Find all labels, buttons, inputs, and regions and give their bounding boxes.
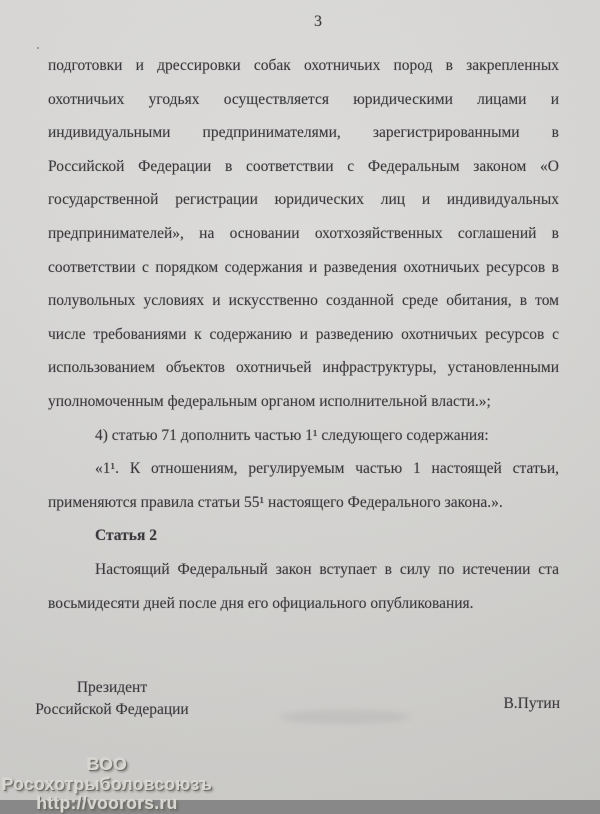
page-number: 3 [314, 13, 322, 30]
paper-speck [37, 47, 39, 49]
document-line: Настоящий Федеральный закон вступает в силу по истечении ста [95, 560, 559, 578]
document-line: подготовки и дрессировки собак охотничьих пород в закрепленных [48, 57, 559, 74]
document-line: соответствии с порядком содержания и разведения охотничьих ресурсов в [48, 258, 559, 276]
document-line: применяются правила статьи 55¹ настоящего Федерального закона.». [48, 493, 503, 511]
document-line: восьмидесяти дней после дня его официального опубликования. [48, 594, 474, 612]
document-line: числе требованиями к содержанию и разведению охотничьих ресурсов с [48, 325, 559, 343]
watermark [0, 755, 214, 814]
document-line: Российской Федерации в соответствии с Федеральным законом «О [48, 157, 559, 175]
faint-smudge [280, 710, 410, 724]
signature-title-line2: Российской Федерации [35, 701, 189, 718]
document-line: уполномоченным федеральным органом исполнительной власти.»; [48, 392, 491, 410]
document-line: полувольных условиях и искусственно созданной среде обитания, в том [48, 292, 559, 310]
signature-name: В.Путин [503, 695, 560, 712]
document-line: охотничьих угодьях осуществляется юридическими лицами и [48, 90, 559, 108]
document-line: предпринимателей», на основании охотхозяйственных соглашений в [48, 224, 559, 242]
document-line: 4) статью 71 дополнить частью 1¹ следующего содержания: [95, 426, 489, 444]
document-body [48, 49, 559, 620]
watermark-org: ВОО Росохотрыболовсоюзъ [1, 754, 213, 794]
signature-title [30, 677, 194, 721]
document-line: индивидуальными предпринимателями, зарегистрированными в [48, 124, 559, 142]
document-line: государственной регистрации юридических лиц и индивидуальных [48, 191, 559, 209]
document-line: Статья 2 [95, 527, 157, 545]
watermark-url: http://voorors.ru [36, 793, 178, 813]
document-line: использованием объектов охотничьей инфраструктуры, установленными [48, 359, 559, 377]
signature-title-line1: Президент [76, 679, 148, 696]
document-line: «1¹. К отношениям, регулируемым частью 1 настоящей статьи, [95, 460, 559, 478]
